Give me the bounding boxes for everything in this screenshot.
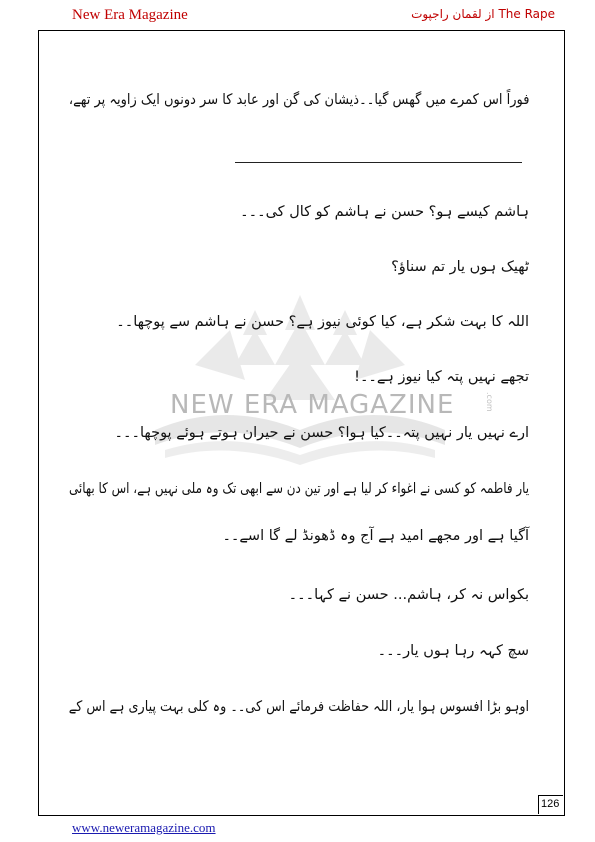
magazine-title: New Era Magazine [72,7,188,23]
text-line: بکواس نہ کر، ہاشم... حسن نے کہا۔۔۔ [288,587,529,603]
section-divider [235,162,522,163]
text-line: ٹھیک ہوں یار تم سناؤ؟ [391,259,529,275]
story-title: The Rape از لقمان راجپوت [411,7,555,21]
text-line: اللہ کا بہت شکر ہے، کیا کوئی نیوز ہے؟ حسن نے ہاشم سے پوچھا۔۔ [116,314,529,330]
page-number: 126 [541,798,560,810]
text-line: ارے نہیں یار نہیں پتہ۔۔کیا ہوا؟ حسن نے حیران ہوتے ہوئے پوچھا۔۔۔ [114,425,529,441]
text-line: آگیا ہے اور مجھے امید ہے آج وہ ڈھونڈ لے گا اسے۔۔ [222,528,529,544]
watermark-com: .com [485,392,494,412]
text-line: ہاشم کیسے ہو؟ حسن نے ہاشم کو کال کی۔۔۔ [240,204,529,220]
website-link[interactable]: www.neweramagazine.com [72,820,216,835]
watermark-text: NEW ERA MAGAZINE [170,390,455,420]
text-line: تجھے نہیں پتہ کیا نیوز ہے۔۔! [354,369,529,385]
text-line: فوراً اس کمرے میں گھس گیا۔۔ذیشان کی گن اور عابد کا سر دونوں ایک زاویہ پر تھے، [68,92,529,108]
text-line: یار فاطمہ کو کسی نے اغواء کر لیا ہے اور تین دن سے ابھی تک وہ ملی نہیں ہے، اس کا بھائی [68,481,529,497]
text-line: سچ کہہ رہا ہوں یار۔۔۔ [377,643,529,659]
text-line: اوہو بڑا افسوس ہوا یار، اللہ حفاظت فرمائے اس کی۔۔ وہ کلی بہت پیاری ہے اس کے [68,699,529,715]
